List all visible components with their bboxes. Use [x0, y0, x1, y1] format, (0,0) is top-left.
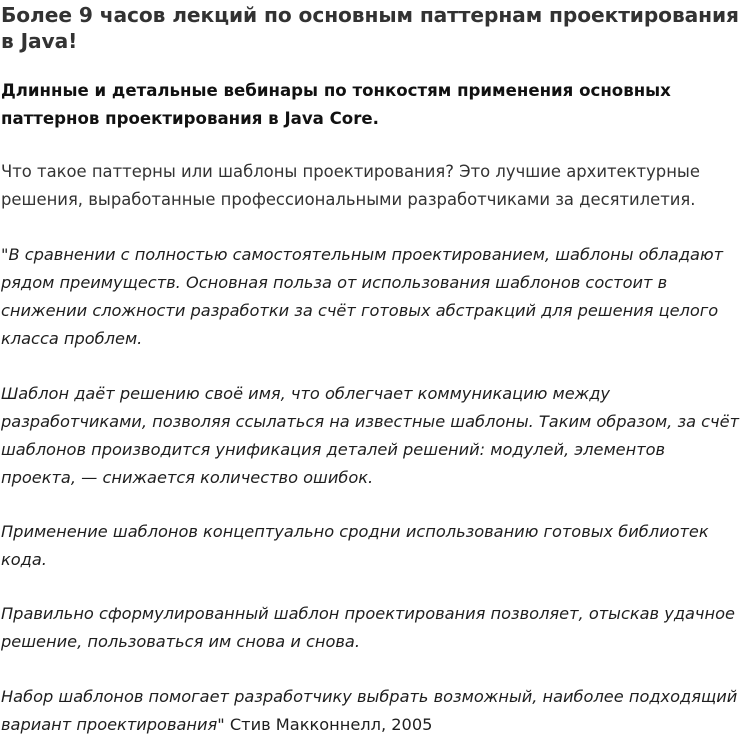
article-subtitle: Длинные и детальные вебинары по тонкостям применения основных паттернов проектирования в Java Core. [1, 81, 671, 128]
intro-paragraph: Что такое паттерны или шаблоны проектирования? Это лучшие архитектурные решения, выработанные профессиональными разработчиками за десятилетия. [1, 162, 700, 209]
quote-paragraph-5 [1, 683, 744, 739]
quote-paragraph-1: "В сравнении с полностью самостоятельным проектированием, шаблоны обладают рядом преимуществ. Основная польза от использования шаблонов состоит в снижении сложности разработки за счёт готовых абстракций для решения целого класса проблем. [1, 245, 724, 348]
quote-closing-text: Набор шаблонов помогает разработчику выбрать возможный, наиболее подходящий вариант проектирования" [1, 687, 738, 734]
quote-paragraph-4: Правильно сформулированный шаблон проектирования позволяет, отыскав удачное решение, пользоваться им снова и снова. [1, 604, 735, 651]
article-title: Более 9 часов лекций по основным паттернам проектирования в Java! [1, 3, 739, 53]
quote-paragraph-3: Применение шаблонов концептуально сродни использованию готовых библиотек кода. [1, 522, 709, 569]
quote-author: Стив Макконнелл, 2005 [224, 715, 433, 734]
quote-paragraph-2: Шаблон даёт решению своё имя, что облегчает коммуникацию между разработчиками, позволяя ссылаться на известные шаблоны. Таким образом, за счёт шаблонов производится унификация деталей решений: модулей, элементов проекта, — снижается количество ошибок. [1, 384, 740, 487]
